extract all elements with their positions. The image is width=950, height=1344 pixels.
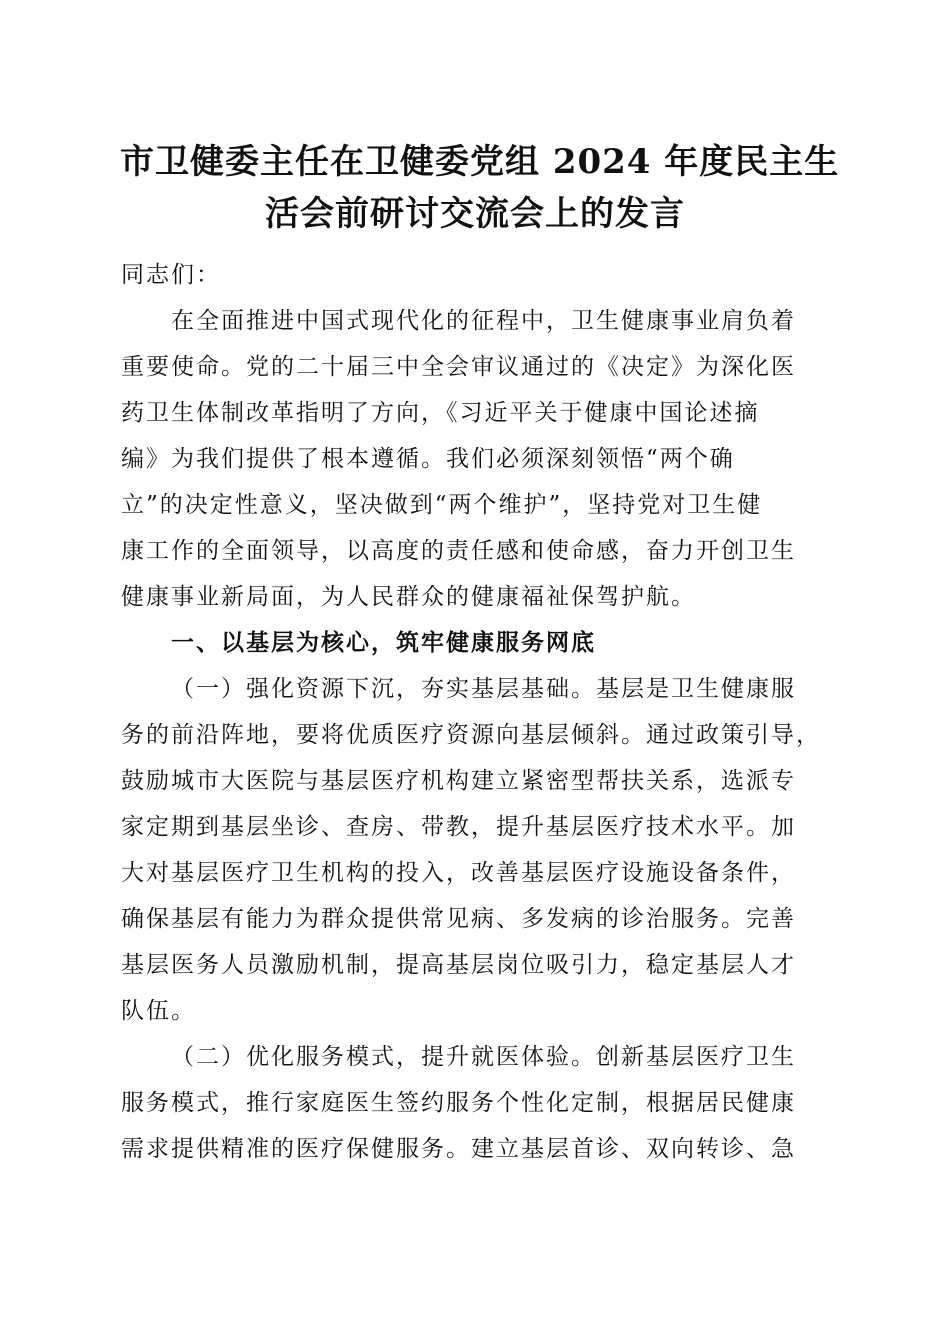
paragraph-line: 康工作的全面领导，以高度的责任感和使命感，奋力开创卫生 [121,538,796,564]
document-title [120,136,840,240]
paragraph-line: 编》为我们提供了根本遵循。我们必须深刻领悟“两个确 [121,446,735,472]
paragraph-line: 家定期到基层坐诊、查房、带教，提升基层医疗技术水平。加 [121,814,796,840]
subsection-paragraph [121,666,833,1034]
paragraph-line: （一）强化资源下沉，夯实基层基础。基层是卫生健康服 [171,676,796,702]
salutation: 同志们： [121,262,221,288]
paragraph-line: 服务模式，推行家庭医生签约服务个性化定制，根据居民健康 [121,1090,796,1116]
subsection-paragraph [121,1034,833,1172]
paragraph-line: 务的前沿阵地，要将优质医疗资源向基层倾斜。通过政策引导， [121,722,821,748]
paragraph-line: 需求提供精准的医疗保健服务。建立基层首诊、双向转诊、急 [121,1136,796,1162]
section-heading: 一、以基层为核心，筑牢健康服务网底 [171,629,596,656]
intro-paragraph [121,298,833,620]
paragraph-line: 立”的决定性意义，坚决做到“两个维护”，坚持党对卫生健 [121,492,763,518]
title-line: 市卫健委主任在卫健委党组 2024 年度民主生 [120,142,840,182]
document-body [121,252,833,1172]
paragraph-line: 基层医务人员激励机制，提高基层岗位吸引力，稳定基层人才 [121,952,796,978]
paragraph-line: 鼓励城市大医院与基层医疗机构建立紧密型帮扶关系，选派专 [121,768,796,794]
title-line: 活会前研讨交流会上的发言 [265,194,685,234]
paragraph-line: 健康事业新局面，为人民群众的健康福祉保驾护航。 [121,584,696,610]
paragraph-line: 确保基层有能力为群众提供常见病、多发病的诊治服务。完善 [121,906,796,932]
paragraph-line: 队伍。 [121,998,196,1024]
paragraph-line: 药卫生体制改革指明了方向，《习近平关于健康中国论述摘 [121,400,760,426]
paragraph-line: （二）优化服务模式，提升就医体验。创新基层医疗卫生 [171,1044,796,1070]
paragraph-line: 重要使命。党的二十届三中全会审议通过的《决定》为深化医 [121,354,796,380]
paragraph-line: 大对基层医疗卫生机构的投入，改善基层医疗设施设备条件， [121,860,796,886]
paragraph-line: 在全面推进中国式现代化的征程中，卫生健康事业肩负着 [171,308,796,334]
